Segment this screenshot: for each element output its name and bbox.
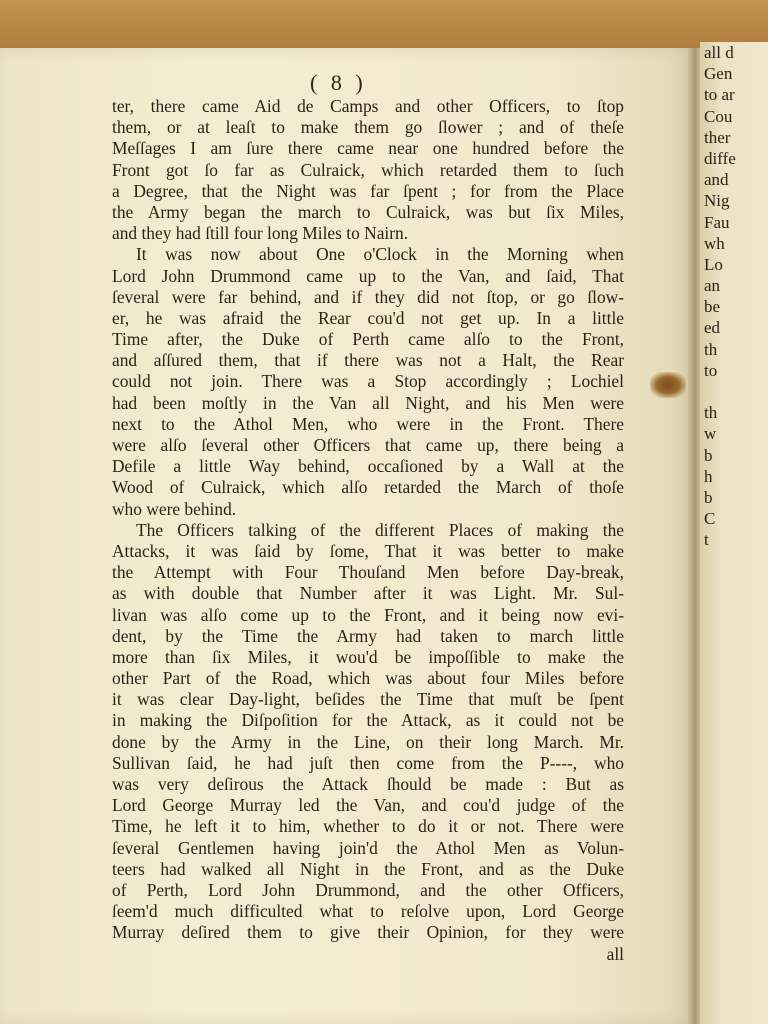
- body-text: [112, 96, 624, 965]
- facing-page-fragment: [704, 699, 768, 720]
- text-line: teers had walked all Night in the Front, and as the Duke: [112, 858, 624, 879]
- facing-page-fragment: [704, 572, 768, 593]
- facing-page-fragment: diffe: [704, 148, 736, 168]
- text-line: dent, by the Time the Army had taken to march little: [112, 625, 624, 646]
- paper-stain: [650, 372, 686, 398]
- facing-page-fragment: [704, 826, 768, 847]
- text-line: Defile a little Way behind, occaſioned by a Wall at the: [112, 456, 624, 477]
- text-line: other Part of the Road, which was about four Miles before: [112, 668, 624, 689]
- facing-page-fragment: ther: [704, 127, 731, 147]
- facing-page-fragment: h: [704, 466, 713, 486]
- facing-page-fragment: [704, 847, 768, 868]
- facing-page-fragment: [704, 614, 768, 635]
- facing-page-fragment: [704, 805, 768, 826]
- facing-page-fragment: be: [704, 297, 721, 317]
- text-line: done by the Army in the Line, on their long March. Mr.: [112, 731, 624, 752]
- facing-page-fragment: Fau: [704, 212, 730, 232]
- facing-page-fragment: C: [704, 509, 716, 529]
- text-line: in making the Diſpoſition for the Attack, as it could not be: [112, 710, 624, 731]
- text-line: a Degree, that the Night was far ſpent ; for from the Place: [112, 180, 624, 201]
- facing-page-fragment: and: [704, 170, 729, 190]
- facing-page-fragment: Nig: [704, 191, 730, 211]
- facing-page-fragment: to ar: [704, 85, 735, 105]
- facing-page-fragment: Cou: [704, 106, 733, 126]
- facing-page-fragment: [704, 381, 768, 402]
- facing-page-fragment: b: [704, 487, 713, 507]
- facing-page-fragment: [704, 784, 768, 805]
- text-line: Time, he left it to him, whether to do it or not. There were: [112, 816, 624, 837]
- text-line: Murray deſired them to give their Opinion, for they were: [112, 922, 624, 943]
- text-line: were alſo ſeveral other Officers that came up, there being a: [112, 435, 624, 455]
- text-line: next to the Athol Men, who were in the Front. There: [112, 413, 624, 434]
- facing-page-fragment: [704, 720, 768, 741]
- facing-page-fragment: wh: [704, 233, 725, 253]
- text-line: and they had ſtill four long Miles to Nairn.: [112, 223, 409, 244]
- facing-page-fragment: [704, 551, 768, 572]
- text-line: Time after, the Duke of Perth came alſo to the Front,: [112, 329, 624, 350]
- facing-page-fragment: Gen: [704, 64, 733, 84]
- text-line: ter, there came Aid de Camps and other Officers, to ſtop: [112, 96, 624, 116]
- text-line: ſeveral were far behind, and if they did not ſtop, or go ſlow-: [112, 286, 624, 307]
- text-line: It was now about One o'Clock in the Morning when: [136, 244, 624, 265]
- text-line: it was clear Day-light, beſides the Time that muſt be ſpent: [112, 689, 624, 710]
- text-line: livan was alſo come up to the Front, and it being now evi-: [112, 604, 624, 625]
- text-line: all: [606, 943, 624, 964]
- text-line: the Army began the march to Culraick, was but ſix Miles,: [112, 201, 624, 222]
- facing-page-fragment: th: [704, 339, 718, 359]
- text-line: Meſſages I am ſure there came near one hundred before the: [112, 138, 624, 159]
- text-line: the Attempt with Four Thouſand Men before Day-break,: [112, 562, 624, 583]
- facing-page-fragment: b: [704, 445, 713, 465]
- text-line: had been moſtly in the Van all Night, and his Men were: [112, 392, 624, 413]
- facing-page-fragment: th: [704, 403, 718, 423]
- facing-page-fragment: ed: [704, 318, 721, 338]
- text-line: Lord John Drummond came up to the Van, and ſaid, That: [112, 265, 624, 286]
- text-line: as with double that Number after it was Light. Mr. Sul-: [112, 583, 624, 604]
- facing-page-fragment: an: [704, 276, 721, 296]
- facing-page-fragment: [704, 890, 768, 911]
- text-line: them, or at leaſt to make them go ſlower ; and of theſe: [112, 117, 624, 138]
- text-line: Attacks, it was ſaid by ſome, That it was better to make: [112, 540, 624, 561]
- facing-page-fragment: to: [704, 360, 718, 380]
- facing-page-fragment: [704, 635, 768, 656]
- text-line: ſeem'd much difficulted what to reſolve upon, Lord George: [112, 901, 624, 922]
- text-line: Sullivan ſaid, he had juſt then come from the P----, who: [112, 752, 624, 773]
- facing-page-fragment: w: [704, 424, 717, 444]
- text-line: more than ſix Miles, it wou'd be impoſſible to make the: [112, 646, 624, 667]
- facing-page-fragment: Lo: [704, 254, 723, 274]
- page-number: ( 8 ): [310, 70, 367, 95]
- facing-page-fragment: [704, 656, 768, 677]
- text-line: The Officers talking of the different Places of making the: [136, 519, 624, 540]
- facing-page-text: [704, 42, 768, 911]
- facing-page-fragment: [704, 678, 768, 699]
- text-line: was very deſirous the Attack ſhould be made : But as: [112, 774, 624, 794]
- text-line: Lord George Murray led the Van, and cou'd judge of the: [112, 795, 624, 816]
- text-line: and aſſured them, that if there was not a Halt, the Rear: [112, 350, 624, 371]
- right-page: [700, 42, 768, 1024]
- facing-page-fragment: [704, 868, 768, 889]
- text-line: of Perth, Lord John Drummond, and the other Officers,: [112, 879, 624, 900]
- facing-page-fragment: [704, 741, 768, 762]
- text-line: Front got ſo far as Culraick, which retarded them to ſuch: [112, 159, 624, 180]
- text-line: ſeveral Gentlemen having join'd the Athol Men as Volun-: [112, 837, 624, 858]
- text-line: could not join. There was a Stop accordingly ; Lochiel: [112, 371, 624, 392]
- facing-page-fragment: [704, 593, 768, 614]
- text-line: Wood of Culraick, which alſo retarded the March of thoſe: [112, 477, 624, 498]
- text-line: who were behind.: [112, 498, 237, 519]
- text-line: er, he was afraid the Rear cou'd not get up. In a little: [112, 307, 624, 328]
- facing-page-fragment: [704, 762, 768, 783]
- facing-page-fragment: t: [704, 530, 709, 550]
- facing-page-fragment: all d: [704, 43, 734, 62]
